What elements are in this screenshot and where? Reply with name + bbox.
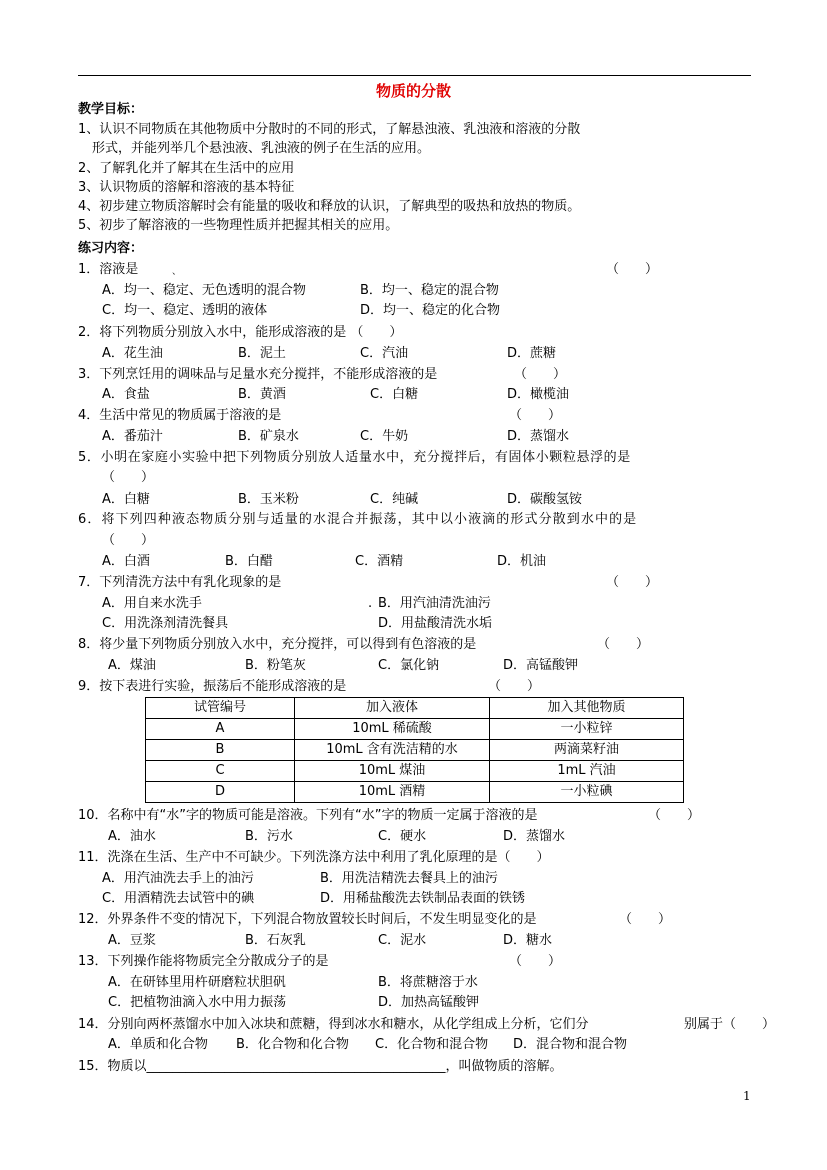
table-cell: 1mL 汽油 (490, 761, 684, 782)
question-12-option-b: B．石灰乳 (245, 933, 306, 948)
page-title: 物质的分散 (375, 82, 451, 100)
question-6-option-a: A．白酒 (102, 554, 150, 569)
question-6-option-b: B．白醋 (225, 554, 273, 569)
question-4-option-d: D．蒸馏水 (507, 429, 570, 444)
question-3-option-d: D．橄榄油 (507, 387, 570, 402)
question-7-dot: . (368, 596, 373, 611)
table-header-cell: 试管编号 (146, 698, 295, 719)
question-12-option-c: C．泥水 (378, 933, 427, 948)
question-2-option-a: A．花生油 (102, 346, 163, 361)
question-2-stem: 2．将下列物质分别放入水中，能形成溶液的是 （ ） (78, 325, 403, 340)
question-11-option-a: A．用汽油洗去手上的油污 (102, 871, 254, 886)
question-1-option-d: D．均一、稳定的化合物 (360, 303, 501, 318)
question-10-option-d: D．蒸馏水 (503, 829, 566, 844)
question-4-option-b: B．矿泉水 (238, 429, 299, 444)
question-14-option-d: D．混合物和混合物 (513, 1037, 628, 1052)
question-12-stem: 12．外界条件不变的情况下，下列混合物放置较长时间后，不发生明显变化的是 (78, 912, 537, 927)
table-header-cell: 加入液体 (295, 698, 490, 719)
question-12-option-a: A．豆浆 (108, 933, 156, 948)
question-13-option-d: D．加热高锰酸钾 (378, 995, 480, 1010)
question-9-paren: （ ） (488, 679, 541, 694)
objectives-heading: 教学目标： (78, 102, 144, 117)
question-8-option-c: C．氯化钠 (378, 658, 440, 673)
question-12-option-d: D．糖水 (503, 933, 553, 948)
question-13-option-c: C．把植物油滴入水中用力振荡 (108, 995, 287, 1010)
objective-5: 5、初步了解溶液的一些物理性质并把握其相关的应用。 (78, 218, 399, 233)
question-13-option-b: B．将蔗糖溶于水 (378, 975, 478, 990)
question-3-option-c: C．白糖 (370, 387, 419, 402)
question-5-option-a: A．白糖 (102, 492, 150, 507)
table-row (146, 719, 684, 740)
question-4-option-c: C．牛奶 (360, 429, 409, 444)
question-10-option-c: C．硬水 (378, 829, 427, 844)
question-8-option-d: D．高锰酸钾 (503, 658, 579, 673)
question-13-stem: 13．下列操作能将物质完全分散成分子的是 (78, 954, 329, 969)
question-6-option-c: C．酒精 (355, 554, 404, 569)
question-11-option-b: B．用洗洁精洗去餐具上的油污 (320, 871, 498, 886)
question-7-option-a: A．用自来水洗手 (102, 596, 202, 611)
experiment-table (145, 697, 684, 803)
question-7-option-b: B．用汽油清洗油污 (378, 596, 491, 611)
question-1-stem: 1．溶液是 (78, 262, 139, 277)
question-14-stem-end: 别属于（ ） (684, 1017, 776, 1032)
table-cell: 10mL 含有洗洁精的水 (295, 740, 490, 761)
question-4-stem: 4．生活中常见的物质属于溶液的是 (78, 408, 282, 423)
question-12-paren: （ ） (619, 912, 672, 927)
question-1-paren: （ ） (606, 262, 659, 277)
objective-2: 2、了解乳化并了解其在生活中的应用 (78, 161, 295, 176)
question-14-stem: 14．分别向两杯蒸馏水中加入冰块和蔗糖，得到冰水和糖水，从化学组成上分析，它们分 (78, 1017, 589, 1032)
question-1-option-c: C．均一、稳定、透明的液体 (102, 303, 268, 318)
table-cell: 10mL 酒精 (295, 782, 490, 803)
question-13-paren: （ ） (509, 954, 562, 969)
practice-heading: 练习内容： (78, 241, 144, 256)
objective-3: 3、认识物质的溶解和溶液的基本特征 (78, 180, 295, 195)
question-2-option-c: C．汽油 (360, 346, 409, 361)
objective-1: 1、认识不同物质在其他物质中分散时的不同的形式，了解悬浊液、乳浊液和溶液的分散 (78, 122, 581, 137)
question-2-option-b: B．泥土 (238, 346, 286, 361)
table-row (146, 761, 684, 782)
table-header-row (146, 698, 684, 719)
question-10-paren: （ ） (648, 808, 701, 823)
table-cell: 一小粒锌 (490, 719, 684, 740)
question-14-option-b: B．化合物和化合物 (236, 1037, 349, 1052)
question-2-option-d: D．蔗糖 (507, 346, 557, 361)
table-cell: 两滴菜籽油 (490, 740, 684, 761)
question-7-option-c: C．用洗涤剂清洗餐具 (102, 616, 229, 631)
question-3-option-b: B．黄酒 (238, 387, 286, 402)
question-5-stem: 5．小明在家庭小实验中把下列物质分别放人适量水中，充分搅拌后，有固体小颗粒悬浮的是 (78, 450, 631, 465)
question-9-stem: 9．按下表进行实验，振荡后不能形成溶液的是 (78, 679, 347, 694)
header-rule (78, 75, 751, 76)
question-1-mark: 、 (172, 267, 182, 277)
table-header-cell: 加入其他物质 (490, 698, 684, 719)
question-10-option-b: B．污水 (245, 829, 293, 844)
table-cell: 一小粒碘 (490, 782, 684, 803)
question-5-option-b: B．玉米粉 (238, 492, 299, 507)
question-1-option-b: B．均一、稳定的混合物 (360, 283, 499, 298)
question-7-paren: （ ） (606, 575, 659, 590)
question-8-paren: （ ） (597, 637, 650, 652)
table-cell: 10mL 煤油 (295, 761, 490, 782)
question-10-stem: 10．名称中有“水”字的物质可能是溶液。下列有“水”字的物质一定属于溶液的是 (78, 808, 538, 823)
question-11-option-c: C．用酒精洗去试管中的碘 (102, 891, 255, 906)
question-3-paren: （ ） (514, 367, 567, 382)
question-11-option-d: D．用稀盐酸洗去铁制品表面的铁锈 (320, 891, 526, 906)
table-cell: 10mL 稀硫酸 (295, 719, 490, 740)
table-cell: C (146, 761, 295, 782)
question-1-option-a: A．均一、稳定、无色透明的混合物 (102, 283, 306, 298)
table-row (146, 740, 684, 761)
question-8-option-b: B．粉笔灰 (245, 658, 306, 673)
objective-4: 4、初步建立物质溶解时会有能量的吸收和释放的认识，了解典型的吸热和放热的物质。 (78, 199, 581, 214)
question-14-option-a: A．单质和化合物 (108, 1037, 208, 1052)
table-cell: D (146, 782, 295, 803)
question-6-option-d: D．机油 (497, 554, 547, 569)
question-5-paren: （ ） (102, 470, 155, 485)
table-row (146, 782, 684, 803)
question-4-option-a: A．番茄汁 (102, 429, 163, 444)
question-15-stem: 15．物质以______________________________________________，叫做物质的溶解。 (78, 1059, 563, 1074)
question-8-option-a: A．煤油 (108, 658, 156, 673)
table-cell: A (146, 719, 295, 740)
question-7-option-d: D．用盐酸清洗水垢 (378, 616, 493, 631)
page-number: 1 (743, 1089, 751, 1103)
table-cell: B (146, 740, 295, 761)
question-11-stem: 11．洗涤在生活、生产中不可缺少。下列洗涤方法中利用了乳化原理的是（ ） (78, 850, 550, 865)
question-3-option-a: A．食盐 (102, 387, 150, 402)
question-7-stem: 7．下列清洗方法中有乳化现象的是 (78, 575, 282, 590)
question-14-option-c: C．化合物和混合物 (375, 1037, 489, 1052)
question-5-option-d: D．碳酸氢铵 (507, 492, 583, 507)
question-4-paren: （ ） (509, 408, 562, 423)
question-3-stem: 3．下列烹饪用的调味品与足量水充分搅拌，不能形成溶液的是 (78, 367, 438, 382)
question-6-stem: 6．将下列四种液态物质分别与适量的水混合并振荡，其中以小液滴的形式分散到水中的是 (78, 512, 638, 527)
question-10-option-a: A．油水 (108, 829, 156, 844)
question-6-paren: （ ） (102, 533, 155, 548)
objective-1-cont: 形式，并能列举几个悬浊液、乳浊液的例子在生活的应用。 (92, 141, 431, 156)
question-8-stem: 8．将少量下列物质分别放入水中，充分搅拌，可以得到有色溶液的是 (78, 637, 477, 652)
question-5-option-c: C．纯碱 (370, 492, 419, 507)
question-13-option-a: A．在研钵里用杵研磨粒状胆矾 (108, 975, 286, 990)
